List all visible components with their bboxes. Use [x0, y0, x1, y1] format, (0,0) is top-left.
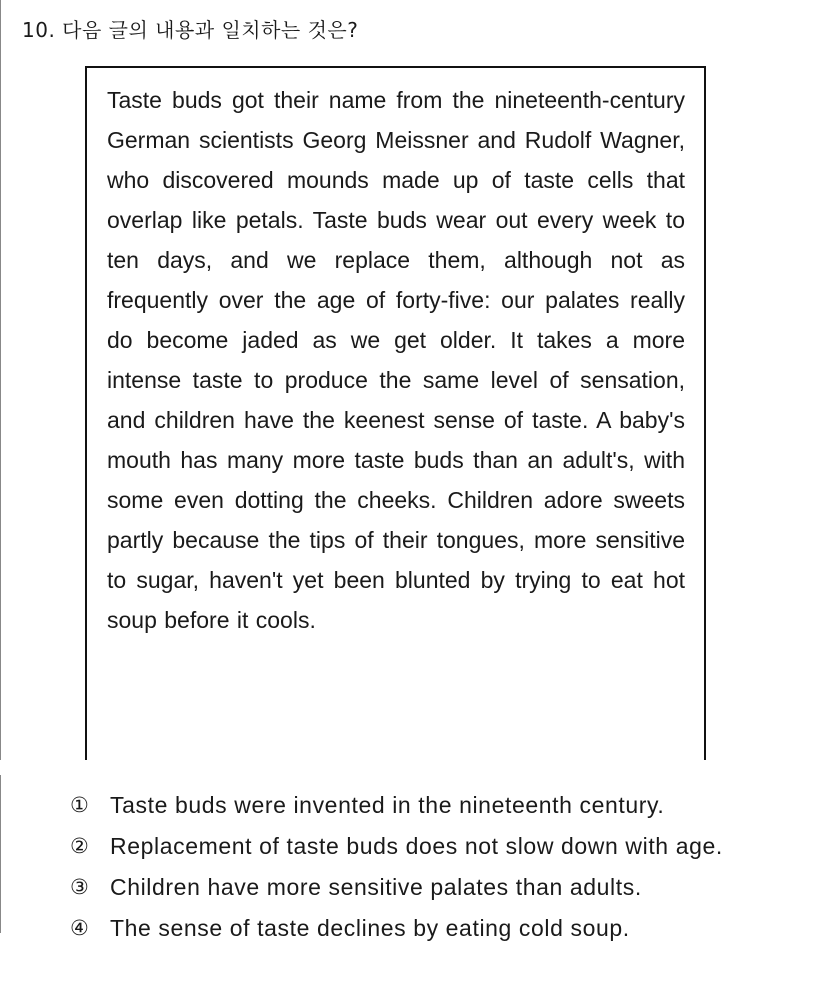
choice-4[interactable]: [70, 913, 770, 944]
choice-2-number: ②: [70, 834, 90, 858]
choice-2[interactable]: [70, 831, 770, 862]
question-title: 10. 다음 글의 내용과 일치하는 것은?: [22, 18, 359, 42]
passage-text: Taste buds got their name from the nineteenth-century German scientists Georg Meissner and Rudolf Wagner, who discovered mounds made up of taste cells that overlap like petals. Taste buds wear out every week to ten days, and we replace them, although not as frequently over the age of forty-five: our palates really do become jaded as we get older. It takes a more intense taste to produce the same level of sensation, and children have the keenest sense of taste. A baby's mouth has many more taste buds than an adult's, with some even dotting the cheeks. Children adore sweets partly because the tips of their tongues, more sensitive to sugar, haven't yet been blunted by trying to eat hot soup before it cools.: [107, 87, 685, 633]
answer-choices: [70, 790, 770, 954]
choice-2-text: Replacement of taste buds does not slow down with age.: [110, 833, 723, 859]
choice-3[interactable]: [70, 872, 770, 903]
choice-1-text: Taste buds were invented in the nineteenth century.: [110, 792, 665, 818]
choice-3-text: Children have more sensitive palates than adults.: [110, 874, 642, 900]
left-margin-rule: [0, 0, 1, 760]
passage-box: [85, 66, 706, 760]
choice-1-number: ①: [70, 793, 90, 817]
choice-1[interactable]: [70, 790, 770, 821]
choice-4-text: The sense of taste declines by eating cold soup.: [110, 915, 630, 941]
choice-4-number: ④: [70, 916, 90, 940]
left-margin-rule-lower: [0, 775, 1, 933]
choice-3-number: ③: [70, 875, 90, 899]
